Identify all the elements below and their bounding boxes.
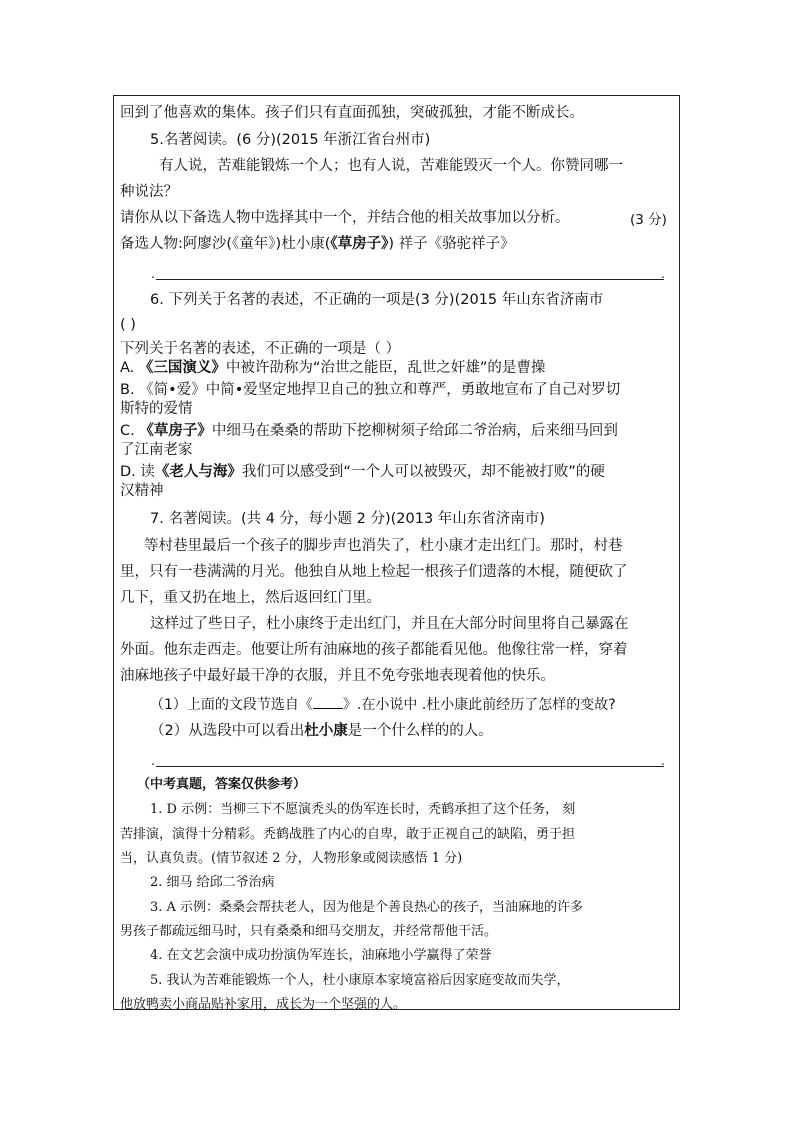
intro-tail: 回到了他喜欢的集体。孩子们只有直面孤独，突破孤独，才能不断成长。 bbox=[120, 105, 584, 121]
q5-prompt-line1: 有人说，苦难能锻炼一个人；也有人说，苦难能毁灭一个人。你赞同哪一 bbox=[159, 158, 623, 174]
q6-option-d-prefix: D. 读 bbox=[120, 464, 155, 480]
q7-sub2-prefix: （2）从选段中可以看出 bbox=[150, 723, 305, 739]
q6-option-d bbox=[120, 462, 605, 482]
q7-header: 7. 名著阅读。(共 4 分，每小题 2 分)(2013 年山东省济南市) bbox=[150, 511, 545, 527]
q7-sub1-prefix: （1）上面的文段节选自《 bbox=[150, 697, 313, 713]
q6-repeat: 下列关于名著的表述，不正确的一项是（ ） bbox=[120, 341, 401, 357]
q6-option-c-text: 中细马在桑桑的帮助下挖柳树须子给邱二爷治病，后来细马回到 bbox=[211, 423, 618, 439]
q7-sub1 bbox=[150, 694, 616, 715]
q5-answer-dot-end: . bbox=[661, 267, 665, 281]
q6-option-c-title: 《草房子》 bbox=[139, 423, 212, 439]
q6-option-d-title: 《老人与海》 bbox=[154, 464, 242, 480]
q6-option-d-text: 我们可以感受到“一个人可以被毁灭，却不能被打败”的硬 bbox=[241, 464, 605, 480]
q7-sub1-blank[interactable] bbox=[313, 694, 343, 709]
answer-1-line2: 苦排演，演得十分精彩。秃鹤战胜了内心的自卑，敢于正视自己的缺陷，勇于担 bbox=[120, 827, 576, 842]
q5-answer-dot: . bbox=[151, 267, 155, 281]
q7-p2-line1: 这样过了些日子，杜小康终于走出红门，并且在大部分时间里将自己暴露在 bbox=[150, 616, 629, 632]
q7-p1-line2: 里，只有一巷满满的月光。他独自从地上检起一根孩子们遗落的木棍，随便砍了 bbox=[120, 564, 628, 580]
q6-option-a-title: 《三国演义》 bbox=[138, 360, 226, 376]
q7-sub2-name: 杜小康 bbox=[304, 723, 348, 739]
answer-3-line1: 3. A 示例：桑桑会帮扶老人，因为他是个善良热心的孩子，当油麻地的许多 bbox=[150, 900, 584, 915]
q5-instruction: 请你从以下备选人物中选择其中一个，并结合他的相关故事加以分析。 bbox=[120, 210, 570, 226]
q7-p1-line1: 等村巷里最后一个孩子的脚步声也消失了，杜小康才走出红门。那时，村巷 bbox=[144, 538, 623, 554]
q5-score: (3 分) bbox=[630, 212, 667, 228]
q6-option-b-line1: B. 《简•爱》中简•爱坚定地捍卫自己的独立和尊严，勇敢地宣布了自己对罗切 bbox=[120, 382, 621, 398]
q7-p2-line3: 油麻地孩子中最好最干净的衣服，并且不免夸张地表现着他的快乐。 bbox=[120, 668, 555, 684]
q6-option-a-text: 中被许劭称为“治世之能臣，乱世之奸雄”的是曹操 bbox=[225, 360, 546, 376]
q6-option-c-prefix: C. bbox=[120, 423, 140, 439]
q7-answer-line[interactable] bbox=[156, 766, 664, 767]
q5-candidates-prefix: 备选人物:阿廖沙(《童年》)杜小康( bbox=[120, 236, 331, 252]
answer-4: 4. 在文艺会演中成功扮演伪军连长，油麻地小学赢得了荣誉 bbox=[150, 948, 492, 963]
q7-sub1-suffix: 》.在小说中 .杜小康此前经历了怎样的变故? bbox=[342, 697, 616, 713]
answer-1-line3: 当，认真负责。(情节叙述 2 分，人物形象或阅读感悟 1 分) bbox=[120, 851, 463, 866]
q6-option-a-prefix: A. bbox=[120, 360, 139, 376]
q5-candidates-suffix: ) 祥子《骆驼祥子》 bbox=[388, 236, 515, 252]
q7-p1-line3: 几下，重又扔在地上，然后返回红门里。 bbox=[120, 590, 381, 606]
q5-header: 5.名著阅读。(6 分)(2015 年浙江省台州市) bbox=[150, 132, 431, 148]
q6-header-line2: ( ) bbox=[120, 317, 136, 333]
answer-2: 2. 细马 给邱二爷治病 bbox=[150, 875, 275, 890]
q6-option-a bbox=[120, 358, 545, 378]
q6-header-line1: 6. 下列关于名著的表述，不正确的一项是(3 分)(2015 年山东省济南市 bbox=[150, 292, 604, 308]
q7-answer-dot: . bbox=[151, 754, 155, 768]
q7-answer-dot-end: . bbox=[661, 754, 665, 768]
q6-option-b-line2: 斯特的爱情 bbox=[120, 401, 193, 417]
q6-option-c-line2: 了江南老家 bbox=[120, 442, 193, 458]
answer-1-line1: 1. D 示例：当柳三下不愿演秃头的伪军连长时，秃鹤承担了这个任务， 刻 bbox=[150, 802, 576, 817]
answer-3-line2: 男孩子都疏远细马时，只有桑桑和细马交朋友，并经常帮他干活。 bbox=[120, 924, 498, 939]
q6-option-c bbox=[120, 421, 618, 441]
q5-answer-line[interactable] bbox=[156, 279, 664, 280]
q7-sub2 bbox=[150, 721, 493, 741]
q7-p2-line2: 外面。他东走西走。他要让所有油麻地的孩子都能看见他。他像往常一样，穿着 bbox=[120, 642, 628, 658]
answer-5-line2: 他放鸭卖小商品贴补家用，成长为一个坚强的人。 bbox=[120, 997, 407, 1012]
q6-option-d-line2: 汉精神 bbox=[120, 483, 164, 499]
q5-candidates-bold: 《草房子》 bbox=[330, 236, 389, 252]
q5-prompt-line2: 种说法？ bbox=[120, 184, 178, 200]
answer-5-line1: 5. 我认为苦难能锻炼一个人，杜小康原本家境富裕后因家庭变故而失学， bbox=[150, 973, 570, 988]
answers-title: （中考真题，答案仅供参考） bbox=[137, 777, 307, 792]
q5-candidates bbox=[120, 234, 515, 254]
q7-sub2-suffix: 是一个什么样的的人。 bbox=[347, 723, 493, 739]
